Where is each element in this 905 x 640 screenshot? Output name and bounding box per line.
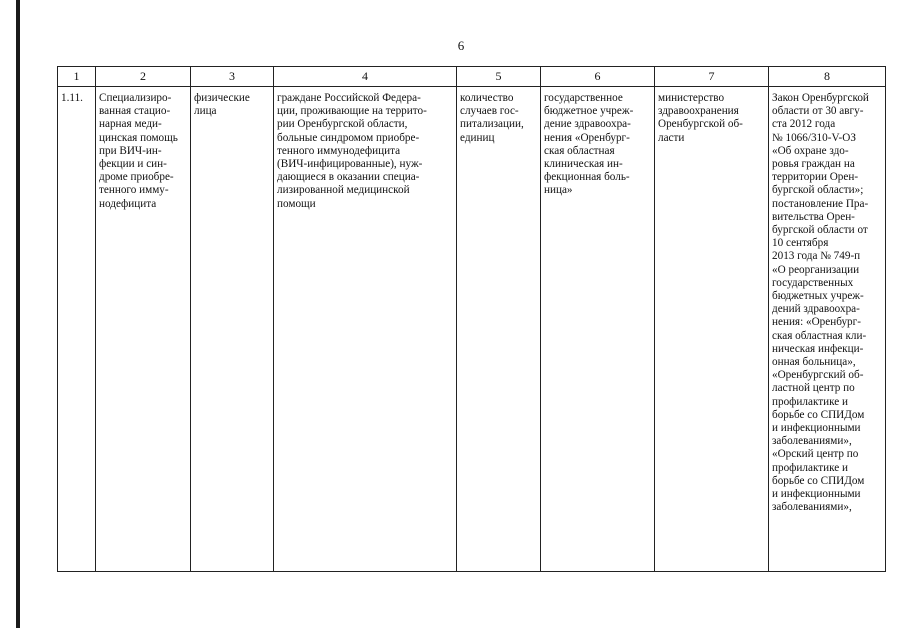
col-header-5: 5 <box>457 67 541 87</box>
services-table <box>57 66 886 572</box>
volume-indicator: количество случаев гос- питализации, единиц <box>460 92 524 144</box>
col-header-1: 1 <box>58 67 96 87</box>
col-header-7: 7 <box>655 67 769 87</box>
col-header-3: 3 <box>191 67 274 87</box>
authority-cell <box>655 87 769 572</box>
institution-cell <box>541 87 655 572</box>
volume-indicator-cell <box>457 87 541 572</box>
authority-name: министерство здравоохранения Оренбургской об- ласти <box>658 92 743 144</box>
col-header-4: 4 <box>274 67 457 87</box>
institution-name: государственное бюджетное учреж- дение здравоохра- нения «Оренбург- ская областная клиническая ин- фекционная боль- ница» <box>544 92 634 197</box>
service-name-cell <box>96 87 191 572</box>
legal-basis: Закон Оренбургской области от 30 авгу- ста 2012 года № 1066/310-V-ОЗ «Об охране здо- ровья граждан на территории Орен- бургской области»; постановление Пра- вительства Орен- бургской области от 10 сентября 2013 года № 749-п «О реорганизации государственных бюджетных учреж- дений здравоохра- нения: «Оренбург- ская областная кли- ническая инфекци- онная больница», «Оренбургский об- ластной центр по профилактике и борьбе со СПИДом и инфекционными заболеваниями», «Орский центр по профилактике и борьбе со СПИДом и инфекционными заболеваниями», <box>772 92 869 514</box>
recipient-category: физические лица <box>194 92 250 118</box>
table-row <box>58 87 886 572</box>
header-row <box>58 67 886 87</box>
consumers-cell <box>274 87 457 572</box>
consumers-text: граждане Российской Федера- ции, проживающие на террито- рии Оренбургской области, больные синдромом приобре- тенного иммунодефицита (ВИЧ-инфицированные), нуж- дающиеся в оказании специа- лизированной медицинской помощи <box>277 92 427 210</box>
page-number: 6 <box>457 38 465 53</box>
col-header-6: 6 <box>541 67 655 87</box>
col-header-2: 2 <box>96 67 191 87</box>
recipient-category-cell <box>191 87 274 572</box>
legal-basis-cell <box>769 87 886 572</box>
row-number-cell <box>58 87 96 572</box>
row-number: 1.11. <box>61 92 83 104</box>
service-name: Специализиро- ванная стацио- нарная меди- цинская помощь при ВИЧ-ин- фекции и син- дроме приобре- тенного имму- нодефицита <box>99 92 178 210</box>
col-header-8: 8 <box>769 67 886 87</box>
scan-margin-line <box>16 0 20 628</box>
